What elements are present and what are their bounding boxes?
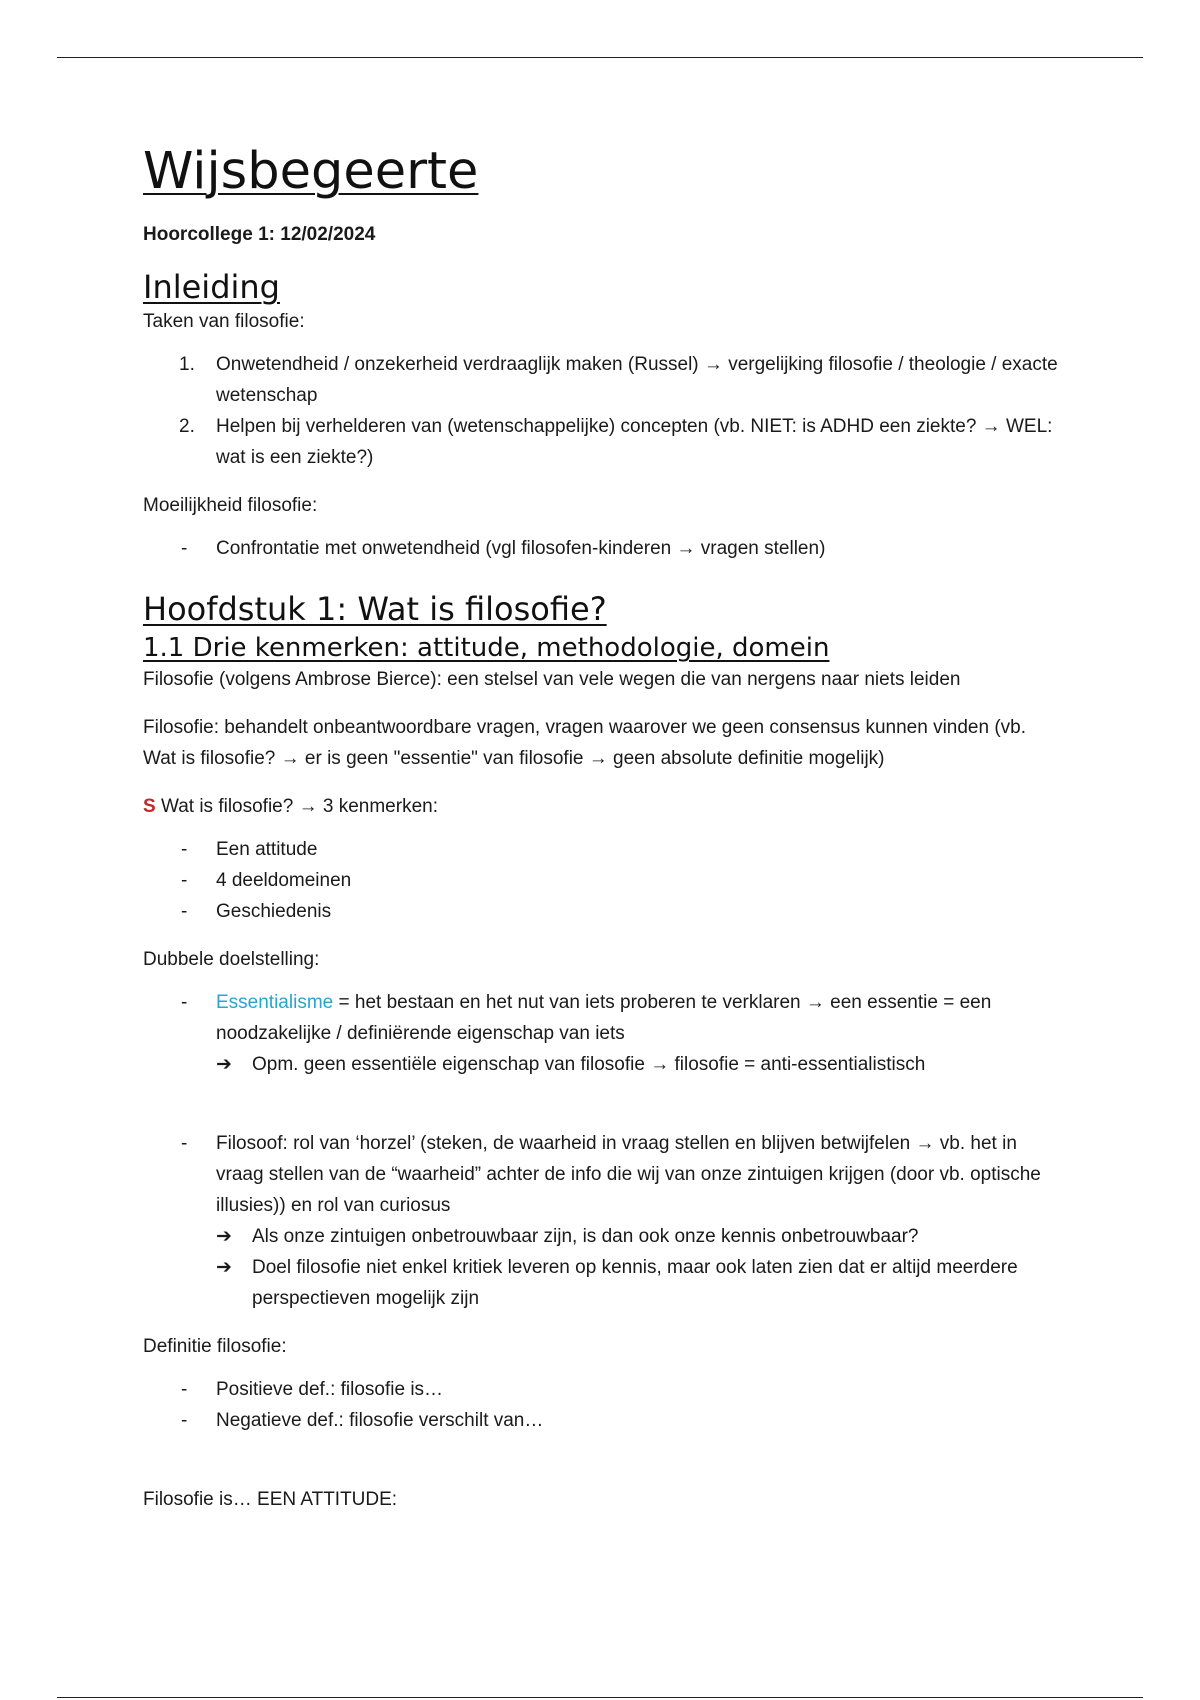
list-item-text: Geschiedenis: [216, 901, 332, 922]
dash-bullet: -: [181, 1133, 188, 1154]
attitude-line: Filosofie is… EEN ATTITUDE:: [143, 1489, 398, 1510]
list-item: [143, 349, 1063, 411]
list-item-text: = het bestaan en het nut van iets proberen te verklaren → een essentie = een noodzakelijke / definiërende eigenschap van iets: [216, 992, 992, 1044]
definition-label: Definitie filosofie:: [143, 1336, 287, 1357]
dash-bullet: -: [181, 1379, 188, 1400]
difficulty-list: [143, 533, 1063, 564]
document-page: [143, 140, 1063, 1515]
s-marker: S: [143, 796, 156, 817]
s-question-text: Wat is filosofie? → 3 kenmerken:: [160, 796, 438, 817]
list-item: [143, 411, 1063, 473]
list-item: [143, 1128, 1063, 1314]
dash-bullet: -: [181, 1410, 188, 1431]
list-item: [143, 896, 1063, 927]
heading-inleiding: Inleiding: [143, 268, 280, 306]
list-item: [143, 987, 1063, 1080]
document-title: Wijsbegeerte: [143, 142, 479, 201]
dash-bullet: -: [181, 901, 188, 922]
page-bottom-rule: [57, 1697, 1143, 1698]
list-item-text: Positieve def.: filosofie is…: [216, 1379, 444, 1400]
list-item: [143, 865, 1063, 896]
sub-arrow-item: [216, 1049, 1063, 1080]
list-item: [143, 1405, 1063, 1436]
arrow-right-icon: ➔: [216, 1226, 232, 1247]
dash-bullet: -: [181, 538, 188, 559]
paragraph-unanswerable: Filosofie: behandelt onbeantwoordbare vragen, vragen waarover we geen consensus kunnen vinden (vb. Wat is filosofie? → er is geen "essentie" van filosofie → geen absolute definitie mogelijk): [143, 717, 1027, 769]
list-item-text: Filosoof: rol van ‘horzel’ (steken, de waarheid in vraag stellen en blijven betwijfelen → vb. het in vraag stellen van de “waarheid” achter de info die wij van onze zintuigen krijgen (door vb. optische illusies)) en rol van curiosus: [216, 1133, 1041, 1216]
list-item-text: Onwetendheid / onzekerheid verdraaglijk maken (Russel) → vergelijking filosofie / theologie / exacte wetenschap: [216, 354, 1058, 406]
sub-arrow-item: [216, 1252, 1063, 1314]
list-item: [143, 834, 1063, 865]
definition-list: [143, 1374, 1063, 1436]
tasks-label: Taken van filosofie:: [143, 311, 305, 332]
goal-list: [143, 987, 1063, 1314]
heading-chapter-1: Hoofdstuk 1: Wat is filosofie?: [143, 590, 607, 628]
tasks-list: [143, 349, 1063, 473]
sub-item-text: Doel filosofie niet enkel kritiek leveren op kennis, maar ook laten zien dat er altijd meerdere perspectieven mogelijk zijn: [252, 1257, 1018, 1309]
dash-bullet: -: [181, 870, 188, 891]
sub-item-text: Opm. geen essentiële eigenschap van filosofie → filosofie = anti-essentialistisch: [252, 1054, 926, 1075]
list-item-text: 4 deeldomeinen: [216, 870, 352, 891]
goal-label: Dubbele doelstelling:: [143, 949, 320, 970]
list-item-text: Negatieve def.: filosofie verschilt van…: [216, 1410, 544, 1431]
lecture-date: Hoorcollege 1: 12/02/2024: [143, 224, 376, 245]
list-number: 2.: [179, 416, 195, 437]
list-item-text: Een attitude: [216, 839, 318, 860]
list-item: [143, 1374, 1063, 1405]
sub-arrow-item: [216, 1221, 1063, 1252]
essentialisme-term: Essentialisme: [216, 992, 334, 1013]
arrow-right-icon: ➔: [216, 1257, 232, 1278]
dash-bullet: -: [181, 839, 188, 860]
paragraph-bierce: Filosofie (volgens Ambrose Bierce): een stelsel van vele wegen die van nergens naar niets leiden: [143, 669, 961, 690]
list-item-text: Helpen bij verhelderen van (wetenschappelijke) concepten (vb. NIET: is ADHD een ziekte? → WEL: wat is een ziekte?): [216, 416, 1053, 468]
difficulty-label: Moeilijkheid filosofie:: [143, 495, 318, 516]
list-item: [143, 533, 1063, 564]
dash-bullet: -: [181, 992, 188, 1013]
heading-section-1-1: 1.1 Drie kenmerken: attitude, methodologie, domein: [143, 633, 830, 663]
list-number: 1.: [179, 354, 195, 375]
sub-item-text: Als onze zintuigen onbetrouwbaar zijn, is dan ook onze kennis onbetrouwbaar?: [252, 1226, 919, 1247]
page-top-rule: [57, 57, 1143, 58]
paragraph-s-question: [143, 791, 1063, 822]
kenmerken-list: [143, 834, 1063, 927]
arrow-right-icon: ➔: [216, 1054, 232, 1075]
list-item-text: Confrontatie met onwetendheid (vgl filosofen-kinderen → vragen stellen): [216, 538, 826, 559]
